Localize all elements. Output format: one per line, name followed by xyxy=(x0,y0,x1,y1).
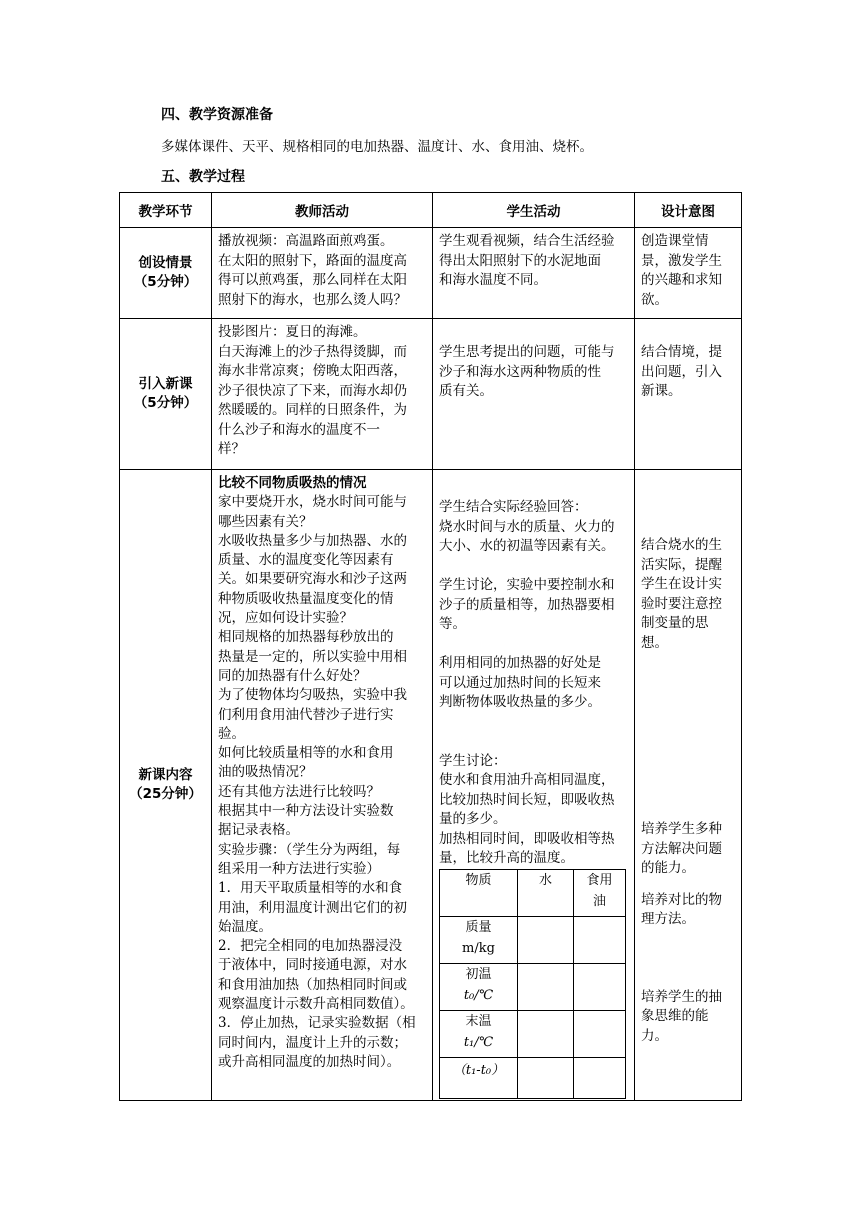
intent-cell: 结合烧水的生 活实际，提醒 学生在设计实 验时要注意控 制变量的思 想。 培养学生多种 方法解决问题 的能力。 培养对比的物 理方法。 培养学生的抽 象思维的能 力。 xyxy=(635,470,742,1101)
mini-cell-empty xyxy=(518,1057,574,1098)
table-header-row xyxy=(120,193,742,228)
header-student: 学生活动 xyxy=(433,193,635,228)
teacher-cell: 比较不同物质吸热的情况 家中要烧开水，烧水时间可能与 哪些因素有关？ 水吸收热量多少与加热器、水的 质量、水的温度变化等因素有 关。如果要研究海水和沙子这两 种物质吸收热量温度变化的情 况，应如何设计实验？ 相同规格的加热器每秒放出的 热量是一定的，所以实验中用相 同的加热器有什么好处？ 为了使物体均匀吸热，实验中我 们利用食用油代替沙子进行实 验。 如何比较质量相等的水和食用 油的吸热情况？ 还有其他方法进行比较吗？ 根据其中一种方法设计实验数 据记录表格。 实验步骤：（学生分为两组，每 组采用一种方法进行实验） 1．用天平取质量相等的水和食 用油，利用温度计测出它们的初 始温度。 2．把完全相同的电加热器浸没 于液体中，同时接通电源，对水 和食用油加热（加热相同时间或 观察温度计示数升高相同数值）。 3．停止加热，记录实验数据（相 同时间内，温度计上升的示数； 或升高相同温度的加热时间）。 xyxy=(212,470,433,1101)
mini-cell-empty xyxy=(574,916,626,963)
mini-row-label: 质量 m/kg xyxy=(440,916,518,963)
student-cell: 学生结合实际经验回答： 烧水时间与水的质量、火力的 大小、水的初温等因素有关。 学生讨论，实验中要控制水和 沙子的质量相等，加热器要相 等。 利用相同的加热器的好处是 可以通过加热时间的长短来 判断物体吸收热量的多少。 学生讨论： 使水和食用油升高相同温度， 比较加热时间长短，即吸收热 量的多少。 加热相同时间，即吸收相等热 量，比较升高的温度。 物质 水 食用油 质量 m/kg 初温 t₀/℃ 末温 t₁/℃ （t₁-t₀） xyxy=(433,470,635,1101)
mini-row-label: 初温 t₀/℃ xyxy=(440,963,518,1010)
stage-cell: 创设情景 （5分钟） xyxy=(120,228,212,319)
stage-cell: 新课内容 （25分钟） xyxy=(120,470,212,1101)
mini-cell-empty xyxy=(574,963,626,1010)
mini-row-label: 末温 t₁/℃ xyxy=(440,1010,518,1057)
teacher-section-title: 比较不同物质吸热的情况 xyxy=(218,475,367,491)
table-row xyxy=(120,470,742,1101)
student-cell: 学生思考提出的问题，可能与 沙子和海水这两种物质的性 质有关。 xyxy=(433,319,635,470)
section4-text: 多媒体课件、天平、规格相同的电加热器、温度计、水、食用油、烧杯。 xyxy=(161,139,593,155)
section5-heading: 五、教学过程 xyxy=(161,169,245,185)
mini-cell-empty xyxy=(574,1010,626,1057)
table-row xyxy=(120,228,742,319)
teacher-cell: 投影图片：夏日的海滩。 白天海滩上的沙子热得烫脚，而 海水非常凉爽；傍晚太阳西落， 沙子很快凉了下来，而海水却仍 然暖暖的。同样的日照条件，为 什么沙子和海水的温度不一 样？ xyxy=(212,319,433,470)
header-teacher: 教师活动 xyxy=(212,193,433,228)
mini-header-water: 水 xyxy=(518,869,574,916)
stage-cell: 引入新课 （5分钟） xyxy=(120,319,212,470)
mini-cell-empty xyxy=(574,1057,626,1098)
mini-cell-empty xyxy=(518,963,574,1010)
mini-cell-empty xyxy=(518,916,574,963)
mini-header-oil: 食用油 xyxy=(574,869,626,916)
mini-cell-empty xyxy=(518,1010,574,1057)
student-cell: 学生观看视频，结合生活经验 得出太阳照射下的水泥地面 和海水温度不同。 xyxy=(433,228,635,319)
teacher-cell: 播放视频：高温路面煎鸡蛋。 在太阳的照射下，路面的温度高 得可以煎鸡蛋，那么同样在太阳 照射下的海水，也那么烫人吗？ xyxy=(212,228,433,319)
table-row xyxy=(120,319,742,470)
section4-heading: 四、教学资源准备 xyxy=(161,107,273,123)
intent-cell: 结合情境，提 出问题，引入 新课。 xyxy=(635,319,742,470)
header-intent: 设计意图 xyxy=(635,193,742,228)
data-record-table xyxy=(439,869,626,1099)
teaching-process-table xyxy=(119,192,742,1101)
mini-row-label: （t₁-t₀） xyxy=(440,1057,518,1098)
header-stage: 教学环节 xyxy=(120,193,212,228)
mini-header-substance: 物质 xyxy=(440,869,518,916)
intent-cell: 创造课堂情 景，激发学生 的兴趣和求知 欲。 xyxy=(635,228,742,319)
